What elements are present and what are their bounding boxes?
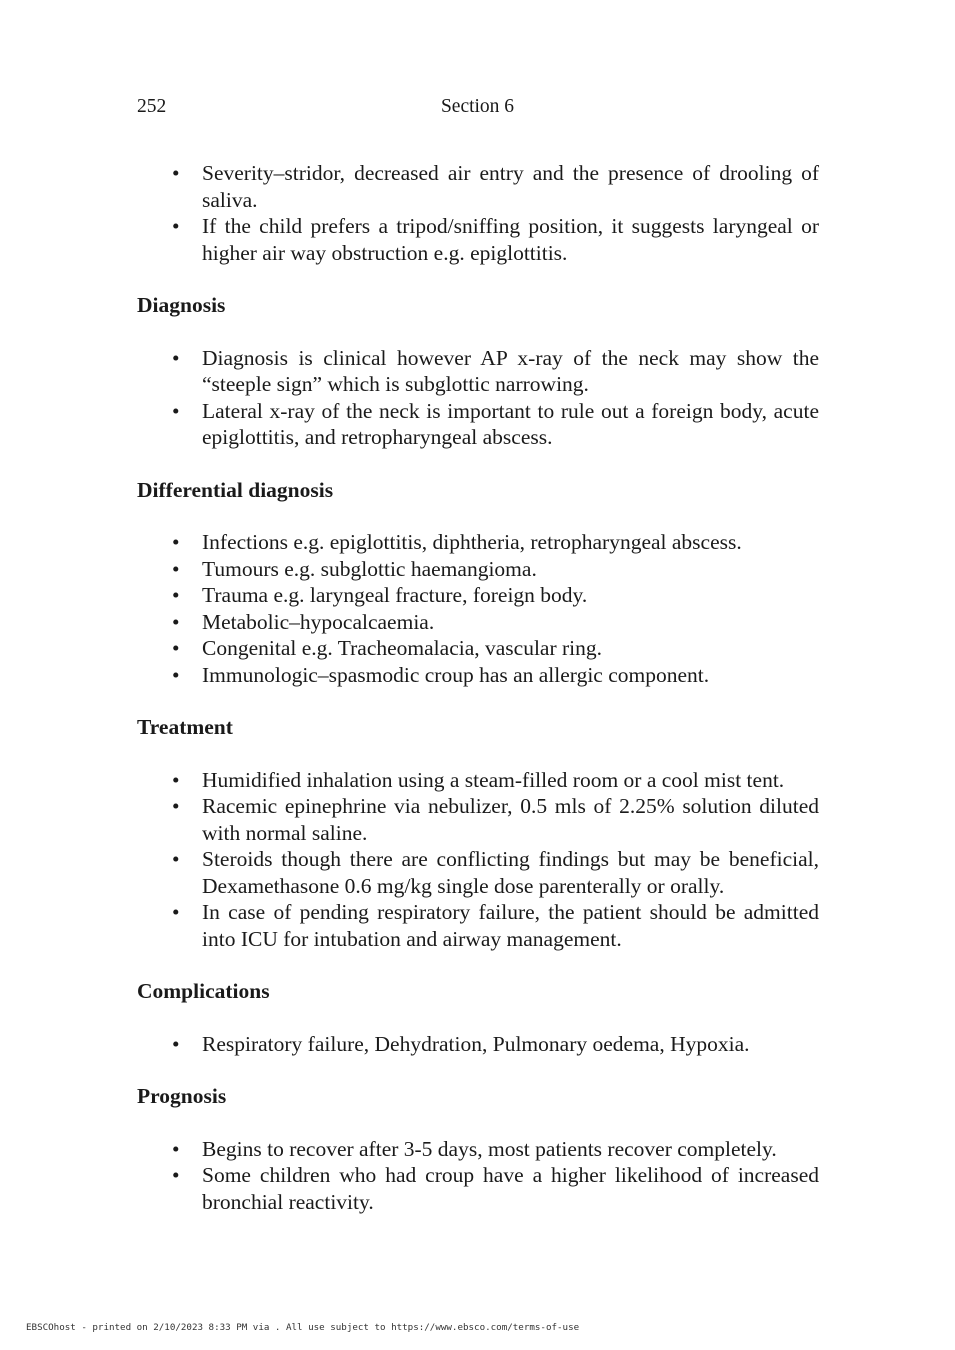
diagnosis-list (137, 345, 819, 451)
list-item (172, 556, 819, 583)
list-item-text: Begins to recover after 3-5 days, most patients recover completely. (202, 1136, 777, 1161)
list-item-text: Congenital e.g. Tracheomalacia, vascular ring. (202, 636, 603, 660)
bullet-icon: • (172, 900, 180, 924)
list-item-text: Some children who had croup have a higher likelihood of increased bronchial reactivity. (202, 1163, 819, 1214)
list-item (172, 582, 819, 609)
bullet-icon: • (172, 767, 180, 792)
list-item (172, 160, 819, 213)
intro-list (137, 160, 819, 266)
treatment-heading: Treatment (137, 715, 233, 739)
list-item (172, 213, 819, 266)
list-item (172, 609, 819, 636)
bullet-icon: • (172, 556, 180, 581)
list-item (172, 529, 819, 556)
list-item (172, 846, 819, 899)
treatment-list (137, 767, 819, 953)
list-item-text: Severity–stridor, decreased air entry and the presence of drooling of saliva. (202, 161, 819, 212)
bullet-icon: • (172, 345, 180, 370)
bullet-icon: • (172, 794, 180, 818)
list-item-text: Metabolic–hypocalcaemia. (202, 609, 435, 634)
bullet-icon: • (172, 1031, 180, 1056)
list-item (172, 398, 819, 451)
list-item (172, 1136, 819, 1163)
list-item (172, 345, 819, 398)
list-item-text: Racemic epinephrine via nebulizer, 0.5 mls of 2.25% solution diluted with normal saline. (202, 794, 819, 845)
bullet-icon: • (172, 609, 180, 634)
list-item (172, 1031, 819, 1058)
bullet-icon: • (172, 161, 180, 185)
print-footer: EBSCOhost - printed on 2/10/2023 8:33 PM via . All use subject to https://www.ebsco.com/terms-of-use (26, 1322, 580, 1333)
list-item-text: Diagnosis is clinical however AP x-ray of the neck may show the “steeple sign” which is subglottic narrowing. (202, 345, 819, 396)
bullet-icon: • (172, 583, 180, 607)
bullet-icon: • (172, 636, 180, 660)
prognosis-heading: Prognosis (137, 1084, 227, 1108)
page-body (137, 160, 819, 1215)
list-item-text: If the child prefers a tripod/sniffing position, it suggests laryngeal or higher air way obstruction e.g. epiglottitis. (202, 214, 819, 265)
list-item (172, 635, 819, 662)
list-item (172, 767, 819, 794)
bullet-icon: • (172, 1136, 180, 1161)
list-item-text: Respiratory failure, Dehydration, Pulmonary oedema, Hypoxia. (202, 1031, 750, 1056)
bullet-icon: • (172, 847, 180, 871)
bullet-icon: • (172, 662, 180, 687)
diagnosis-heading: Diagnosis (137, 293, 226, 317)
differential-diagnosis-list (137, 529, 819, 688)
complications-heading: Complications (137, 979, 270, 1003)
list-item (172, 662, 819, 689)
list-item-text: Humidified inhalation using a steam-filled room or a cool mist tent. (202, 767, 785, 792)
prognosis-list (137, 1136, 819, 1216)
list-item-text: Steroids though there are conflicting findings but may be beneficial, Dexamethasone 0.6 mg/kg single dose parenterally or orally. (202, 847, 819, 898)
differential-diagnosis-heading: Differential diagnosis (137, 477, 334, 502)
list-item-text: Infections e.g. epiglottitis, diphtheria, retropharyngeal abscess. (202, 530, 742, 554)
bullet-icon: • (172, 398, 180, 423)
list-item (172, 899, 819, 952)
list-item (172, 793, 819, 846)
bullet-icon: • (172, 530, 180, 554)
list-item-text: Immunologic–spasmodic croup has an allergic component. (202, 662, 710, 687)
list-item-text: Trauma e.g. laryngeal fracture, foreign body. (202, 583, 588, 607)
list-item-text: In case of pending respiratory failure, the patient should be admitted into ICU for intubation and airway management. (202, 900, 819, 951)
bullet-icon: • (172, 214, 180, 238)
list-item (172, 1162, 819, 1215)
bullet-icon: • (172, 1163, 180, 1187)
running-head: Section 6 (440, 96, 515, 117)
list-item-text: Lateral x-ray of the neck is important to rule out a foreign body, acute epiglottitis, and retropharyngeal abscess. (202, 398, 819, 449)
complications-list (137, 1031, 819, 1058)
list-item-text: Tumours e.g. subglottic haemangioma. (202, 556, 537, 581)
page-number: 252 (137, 96, 167, 117)
